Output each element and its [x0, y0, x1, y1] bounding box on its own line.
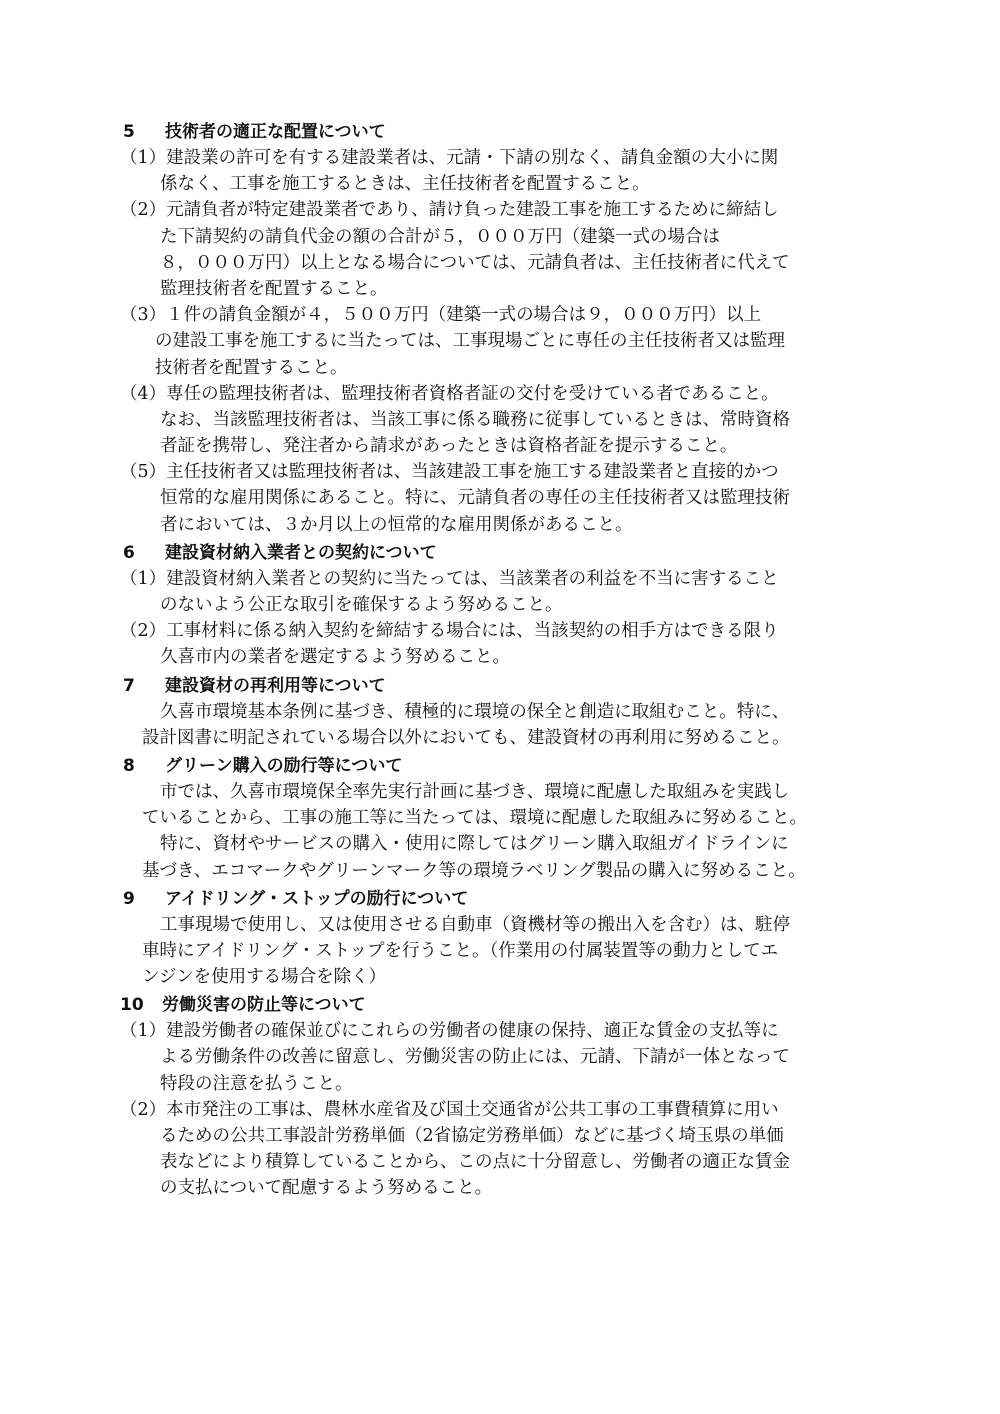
section-number: 6	[123, 542, 135, 563]
section-5-line: 係なく、工事を施工するときは、主任技術者を配置すること。	[160, 174, 650, 195]
section-5-heading	[120, 119, 890, 145]
section-6-line: のないよう公正な取引を確保するよう努めること。	[160, 595, 563, 615]
section-number: 7	[123, 675, 135, 696]
section-5-line: （1）建設業の許可を有する建設業者は、元請・下請の別なく、請負金額の大小に関	[120, 148, 779, 168]
section-9-line: ンジンを使用する場合を除く）	[142, 967, 387, 988]
section-7-line: 久喜市環境基本条例に基づき、積極的に環境の保全と創造に取組むこと。特に、	[160, 701, 790, 722]
section-10-line: の支払について配慮するよう努めること。	[160, 1178, 493, 1199]
section-6-heading	[120, 540, 890, 566]
section-5-line: （4）専任の監理技術者は、監理技術者資格者証の交付を受けている者であること。	[120, 383, 779, 404]
section-10-line: （1）建設労働者の確保並びにこれらの労働者の健康の保持、適正な賃金の支払等に	[120, 1021, 779, 1042]
section-10-line: るための公共工事設計労務単価（2省協定労務単価）などに基づく埼玉県の単価	[160, 1126, 784, 1146]
section-8-line: 市では、久喜市環境保全率先実行計画に基づき、環境に配慮した取組みを実践し	[160, 781, 790, 802]
section-9-line: 工事現場で使用し、又は使用させる自動車（資機材等の搬出入を含む）は、駐停	[160, 914, 790, 935]
section-5-line: た下請契約の請負代金の額の合計が５，０００万円（建築一式の場合は	[160, 226, 720, 247]
section-5-line: 者証を携帯し、発注者から請求があったときは資格者証を提示すること。	[160, 436, 738, 457]
section-number: 10	[120, 995, 144, 1016]
section-10-line: 表などにより積算していることから、この点に十分留意し、労働者の適正な賃金	[160, 1152, 790, 1173]
section-5-line: 者においては、３か月以上の恒常的な雇用関係があること。	[160, 514, 633, 535]
section-title: アイドリング・ストップの励行について	[165, 888, 469, 909]
section-number: 9	[123, 888, 135, 909]
section-10-line: 特段の注意を払うこと。	[160, 1073, 353, 1094]
section-5-line: （2）元請負者が特定建設業者であり、請け負った建設工事を施工するために締結し	[120, 200, 779, 221]
section-title: 技術者の適正な配置について	[165, 122, 386, 142]
section-6-line: （2）工事材料に係る納入契約を締結する場合には、当該契約の相手方はできる限り	[120, 621, 779, 642]
section-8-line: ていることから、工事の施工等に当たっては、環境に配慮した取組みに努めること。	[142, 808, 807, 829]
section-7-line: 設計図書に明記されている場合以外においても、建設資材の再利用に努めること。	[142, 727, 790, 748]
section-8-line: 特に、資材やサービスの購入・使用に際してはグリーン購入取組ガイドラインに	[160, 834, 789, 855]
section-8-line: 基づき、エコマークやグリーンマーク等の環境ラベリング製品の購入に努めること。	[142, 860, 806, 881]
section-5-line: （5）主任技術者又は監理技術者は、当該建設工事を施工する建設業者と直接的かつ	[120, 462, 779, 483]
section-6-line: 久喜市内の業者を選定するよう努めること。	[160, 647, 510, 668]
section-5-line: なお、当該監理技術者は、当該工事に係る職務に従事しているときは、常時資格	[160, 409, 790, 430]
section-10-line: （2）本市発注の工事は、農林水産省及び国土交通省が公共工事の工事費積算に用い	[120, 1099, 779, 1120]
section-8-heading	[120, 753, 890, 779]
section-5-line: の建設工事を施工するに当たっては、工事現場ごとに専任の主任技術者又は監理	[155, 331, 785, 352]
section-number: 8	[123, 755, 135, 776]
section-9-heading	[120, 886, 890, 912]
section-5-line: （3）１件の請負金額が４，５００万円（建築一式の場合は９，０００万円）以上	[120, 305, 762, 326]
section-5-line: 監理技術者を配置すること。	[160, 278, 388, 299]
section-5-line: 技術者を配置すること。	[155, 357, 348, 378]
section-10-line: よる労働条件の改善に留意し、労働災害の防止には、元請、下請が一体となって	[160, 1047, 790, 1068]
section-10-heading	[120, 992, 890, 1018]
section-5-line: 恒常的な雇用関係にあること。特に、元請負者の専任の主任技術者又は監理技術	[160, 488, 790, 509]
section-title: 建設資材納入業者との契約について	[165, 542, 437, 563]
section-7-heading	[120, 673, 890, 699]
section-9-line: 車時にアイドリング・ストップを行うこと。（作業用の付属装置等の動力としてエ	[142, 940, 779, 961]
section-title: グリーン購入の励行等について	[165, 755, 403, 776]
section-6-line: （1）建設資材納入業者との契約に当たっては、当該業者の利益を不当に害すること	[120, 568, 779, 589]
section-title: 労働災害の防止等について	[162, 995, 366, 1016]
document-body	[120, 119, 890, 1202]
section-number: 5	[123, 122, 135, 142]
section-title: 建設資材の再利用等について	[165, 675, 386, 696]
section-5-line: ８，０００万円）以上となる場合については、元請負者は、主任技術者に代えて	[160, 252, 790, 273]
